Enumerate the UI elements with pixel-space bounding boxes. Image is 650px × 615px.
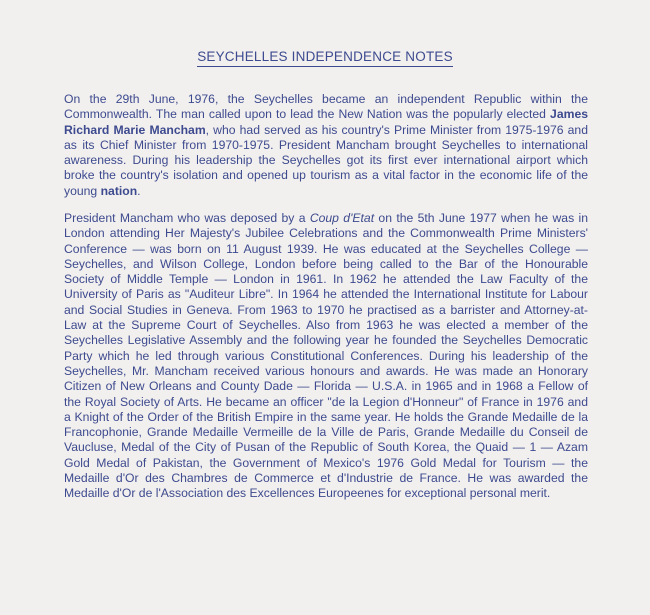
paragraph-independence-end: .: [137, 183, 141, 198]
paragraph-independence-part2: , who had served as his country's Prime Minister from 1975-1976 and as its Chief Minister from 1970-1975. President Mancham brought Seychelles to international awareness. During his leadership the Seychelles got its first ever international airport which broke the country's isolation and opened up tourism as a vital factor in the economic life of the young: [64, 122, 588, 198]
paragraph-biography-part2: on the 5th June 1977 when he was in London attending Her Majesty's Jubilee Celebrations and the Commonwealth Prime Ministers' Conference — was born on 11 August 1939. He was educated at the Seychelles College — Seychelles, and Wilson College, London before being called to the Bar of the Honourable Society of Middle Temple — London in 1961. In 1962 he attended the Law Faculty of the University of Paris as "Auditeur Libre". In 1964 he attended the International Institute for Labour and Social Studies in Geneva. From 1963 to 1970 he practised as a barrister and Attorney-at-Law at the Supreme Court of Seychelles. Also from 1963 he was elected a member of the Seychelles Legislative Assembly and the following year he founded the Seychelles Democratic Party which he led through various Constitutional Conferences. During his leadership of the Seychelles, Mr. Mancham received various honours and awards. He was made an Honorary Citizen of New Orleans and County Dade — Florida — U.S.A. in 1965 and in 1968 a Fellow of the Royal Society of Arts. He became an officer "de la Legion d'Honneur" of France in 1976 and a Knight of the Order of the British Empire in the same year. He holds the Grande Medaille de la Francophonie, Grande Medaille Vermeille de la Ville de Paris, Grande Medaille du Conseil de Vaucluse, Medal of the City of Pusan of the Republic of South Korea, the Quaid — 1 — Azam Gold Medal of Pakistan, the Government of Mexico's 1976 Gold Medal for Tourism — the Medaille d'Or des Chambres de Commerce et d'Industrie de France. He was awarded the Medaille d'Or de l'Association des Excellences Europeenes for exceptional personal merit.: [64, 211, 588, 501]
page-title-text: SEYCHELLES INDEPENDENCE NOTES: [197, 49, 453, 67]
page-title: [0, 49, 650, 67]
paragraph-biography-part1: President Mancham who was deposed by a: [64, 211, 310, 225]
paragraph-biography: [64, 211, 588, 502]
paragraph-independence-part1: On the 29th June, 1976, the Seychelles became an independent Republic within the Commonwealth. The man called upon to lead the New Nation was the popularly elected: [64, 92, 588, 122]
paragraph-biography-body: [64, 211, 588, 502]
nation-word: nation: [100, 183, 138, 198]
coup-detat: Coup d'Etat: [309, 211, 375, 225]
paragraph-independence-body: [64, 92, 588, 199]
paragraph-independence: [64, 92, 588, 199]
leader-name: James Richard Marie Mancham: [64, 107, 588, 137]
